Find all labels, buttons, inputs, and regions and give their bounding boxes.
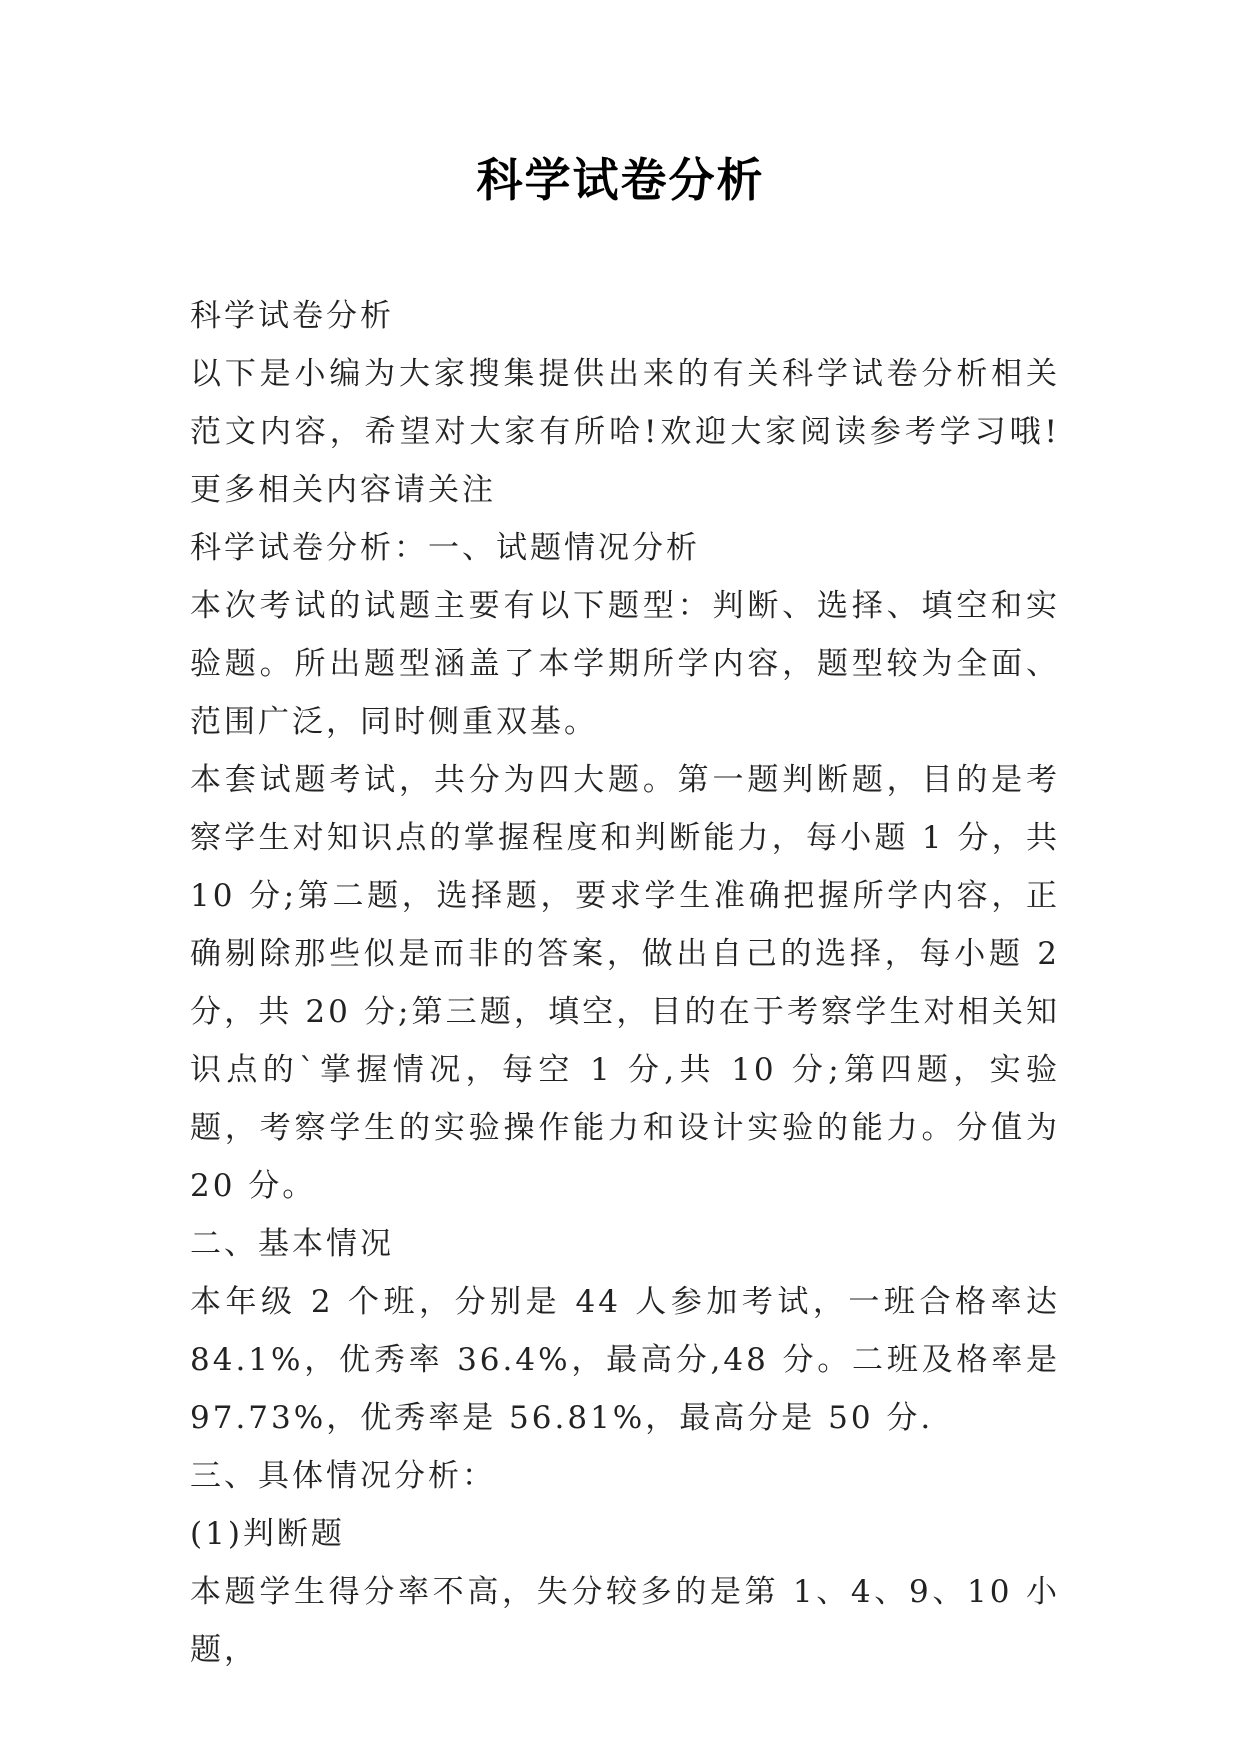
document-title: 科学试卷分析 xyxy=(476,153,765,207)
subsection-heading: (1)判断题 xyxy=(190,1516,345,1552)
section-heading: 科学试卷分析：一、试题情况分析 xyxy=(190,530,700,566)
document-body xyxy=(190,287,1060,1679)
section-heading: 二、基本情况 xyxy=(190,1226,394,1262)
paragraph: 科学试卷分析 xyxy=(190,298,394,334)
paragraph: 本套试题考试，共分为四大题。第一题判断题，目的是考察学生对知识点的掌握程度和判断能力，每小题 1 分，共 10 分;第二题，选择题，要求学生准确把握所学内容，正确剔除那些似是而非的答案，做出自己的选择，每小题 2 分，共 20 分;第三题，填空，目的在于考察学生对相关知识点的`掌握情况，每空 1 分,共 10 分;第四题，实验题，考察学生的实验操作能力和设计实验的能力。分值为 20 分。 xyxy=(190,762,1060,1204)
paragraph: 本题学生得分率不高，失分较多的是第 1、4、9、10 小题， xyxy=(190,1574,1060,1668)
paragraph: 以下是小编为大家搜集提供出来的有关科学试卷分析相关范文内容，希望对大家有所哈!欢迎大家阅读参考学习哦!更多相关内容请关注 xyxy=(190,356,1060,508)
paragraph: 本次考试的试题主要有以下题型：判断、选择、填空和实验题。所出题型涵盖了本学期所学内容，题型较为全面、范围广泛，同时侧重双基。 xyxy=(190,588,1060,740)
section-heading: 三、具体情况分析： xyxy=(190,1458,496,1494)
paragraph: 本年级 2 个班，分别是 44 人参加考试，一班合格率达 84.1%，优秀率 36.4%，最高分,48 分。二班及格率是 97.73%，优秀率是 56.81%，最高分是 50 分. xyxy=(190,1284,1060,1436)
